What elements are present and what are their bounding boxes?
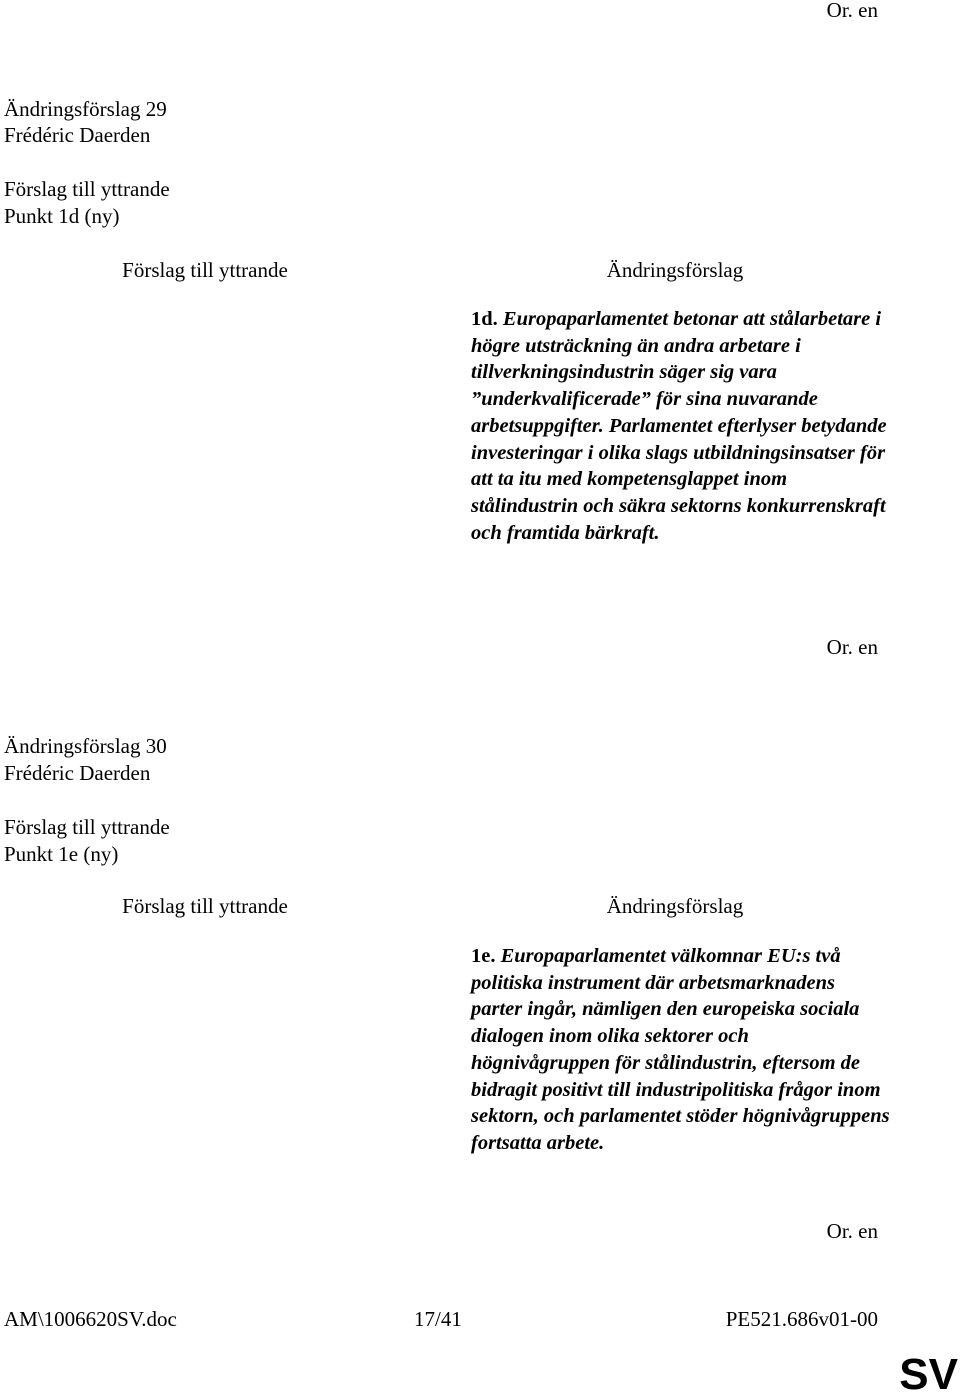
- amendment-author: Frédéric Daerden: [4, 123, 151, 147]
- proposal-label: Förslag till yttrande: [4, 815, 170, 839]
- amendment-text: [471, 943, 891, 1157]
- original-language-label: Or. en: [826, 635, 878, 659]
- amendment-body: Europaparlamentet välkomnar EU:s två politiska instrument där arbetsmarknadens parter ingår, nämligen den europeiska sociala dialogen inom olika sektorer och högnivågruppen för stålindustrin, eftersom de bidragit positivt till industripolitiska frågor inom sektorn, och parlamentet stöder högnivågruppens fortsatta arbete.: [471, 945, 890, 1154]
- amendment-author: Frédéric Daerden: [4, 761, 151, 785]
- language-code: SV: [899, 1350, 958, 1399]
- point-label: Punkt 1d (ny): [4, 204, 120, 228]
- footer-doc-ref: AM\1006620SV.doc: [4, 1307, 177, 1331]
- column-header-amendment: Ändringsförslag: [606, 894, 744, 918]
- amendment-title: Ändringsförslag 30: [4, 734, 167, 758]
- original-language-label: Or. en: [826, 0, 878, 22]
- point-label: Punkt 1e (ny): [4, 842, 119, 866]
- proposal-label: Förslag till yttrande: [4, 177, 170, 201]
- amendment-number: 1d.: [471, 308, 498, 330]
- amendment-title: Ändringsförslag 29: [4, 97, 167, 121]
- footer-page-number: 17/41: [414, 1307, 462, 1331]
- footer-pe-ref: PE521.686v01-00: [725, 1307, 878, 1331]
- column-header-amendment: Ändringsförslag: [606, 258, 744, 282]
- amendment-text: [471, 306, 891, 546]
- original-language-label: Or. en: [826, 1219, 878, 1243]
- amendment-number: 1e.: [471, 945, 496, 967]
- amendment-body: Europaparlamentet betonar att stålarbetare i högre utsträckning än andra arbetare i tillverkningsindustrin säger sig vara ”underkvalificerade” för sina nuvarande arbetsuppgifter. Parlamentet efterlyser betydande investeringar i olika slags utbildningsinsatser för att ta itu med kompetensglappet inom stålindustrin och säkra sektorns konkurrenskraft och framtida bärkraft.: [471, 308, 887, 544]
- column-header-original: Förslag till yttrande: [122, 258, 288, 282]
- column-header-original: Förslag till yttrande: [122, 894, 288, 918]
